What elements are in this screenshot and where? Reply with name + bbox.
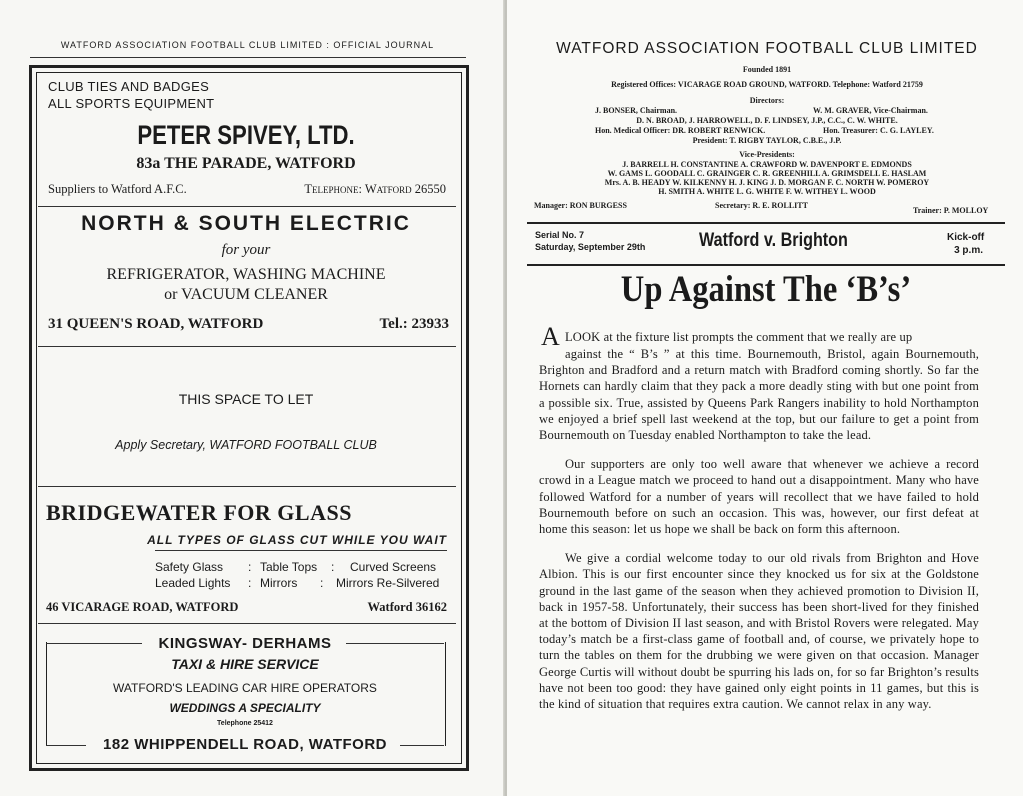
ad-divider [38, 346, 456, 347]
fixture-title: Watford v. Brighton [699, 230, 848, 251]
directors-list: D. N. BROAD, J. HARROWELL, D. F. LINDSEY, J.P., C.C., C. W. WHITE. [636, 116, 898, 125]
running-head: WATFORD ASSOCIATION FOOTBALL CLUB LIMITED : OFFICIAL JOURNAL [60, 40, 435, 50]
ad-bridgewater-r1c1: Safety Glass [155, 560, 224, 574]
ad-spivey-tagline [48, 78, 214, 112]
ad-electric-title: NORTH & SOUTH ELECTRIC [81, 212, 411, 235]
ad-bridgewater-r1c2: Table Tops [260, 560, 318, 574]
ad-kingsway-line: WATFORD'S LEADING CAR HIRE OPERATORS [113, 681, 377, 695]
fixture-rule-bottom [527, 264, 1005, 266]
ad-spivey-name: PETER SPIVEY, LTD. [137, 120, 355, 150]
ad-spivey-line2: ALL SPORTS EQUIPMENT [48, 96, 215, 111]
article-para1-lead: LOOK at the fixture list prompts the comment that we really are up [565, 330, 913, 344]
ad-bridgewater-tel: Watford 36162 [367, 600, 447, 614]
ad-bridgewater-underline [155, 550, 447, 551]
president: President: T. RIGBY TAYLOR, C.B.E., J.P. [692, 136, 842, 145]
treasurer: Hon. Treasurer: C. G. LAYLEY. [823, 126, 934, 135]
ad-electric-tel: Tel.: 23933 [379, 316, 449, 332]
article-body [539, 346, 979, 712]
director-chairman: J. BONSER, Chairman. [595, 106, 678, 115]
article-para3: We give a cordial welcome today to our old rivals from Brighton and Hove Albion. This is our first encounter since they knocked us for six at the Goldstone ground in the last game of the season when they achieved promotion to Division II, back in 1957-58. Unfortunately, their success has been short-lived for they finished at the bottom of Division II last season, and with Bristol Rovers were relegated. May today’s match be a first-class game of football and, of course, we privately hope to turn the tables on them for the drubbing we were given on that occasion. Manager George Curtis will without doubt be spurring his lads on, for so far Brighton’s results have not been too good: they have gained only eight points in 11 games, but this is the kind of situation that requires extra caution. We cannot relax in any way. [539, 551, 979, 712]
founded: Founded 1891 [742, 65, 792, 74]
ad-spivey-supplier: Suppliers to Watford A.F.C. [48, 182, 187, 196]
ad-bridgewater-sep: : [320, 576, 324, 590]
article-para1: against the “ B’s ” at this time. Bournemouth, Bristol, again Bournemouth, Brighton and Bradford and a return match with Bradford coming shortly. So far the Hornets can hardly claim that they pack a more deadly sting with but one point from a possible six. True, assisted by Queens Park Rangers inability to hold Northampton we enjoyed a brief spell last weekend at the top, but our failure to get a point from Bournemouth on Tuesday enabled Northampton to take the lead. [539, 347, 979, 443]
ad-bridgewater-sep: : [248, 576, 252, 590]
ad-bridgewater-address: 46 VICARAGE ROAD, WATFORD [46, 600, 239, 614]
medical-officer: Hon. Medical Officer: DR. ROBERT RENWICK. [595, 126, 766, 135]
vice-presidents-row: H. SMITH A. WHITE L. G. WHITE F. W. WITHEY L. WOOD [658, 187, 876, 196]
ad-kingsway-phone: Telephone 25412 [217, 720, 273, 727]
ad-bridgewater-sep: : [331, 560, 335, 574]
ad-bridgewater-r2c1: Leaded Lights [155, 576, 231, 590]
left-page [0, 0, 505, 796]
ad-bridgewater-r2c2: Mirrors [260, 576, 298, 590]
ad-electric-items2: or VACUUM CLEANER [164, 286, 328, 303]
kickoff-label: Kick-off [947, 232, 985, 243]
ad-bridgewater-r1c3: Curved Screens [350, 560, 437, 574]
vice-presidents-row: Mrs. A. B. HEADY W. KILKENNY H. J. KING J. D. MORGAN F. C. NORTH W. POMEROY [604, 178, 930, 187]
ad-divider [38, 206, 456, 207]
ad-kingsway-address: 182 WHIPPENDELL ROAD, WATFORD [103, 736, 387, 753]
manager: Manager: RON BURGESS [534, 201, 627, 210]
ad-electric-address: 31 QUEEN'S ROAD, WATFORD [48, 316, 264, 332]
ad-bridgewater-r2c3: Mirrors Re-Silvered [336, 576, 440, 590]
directors-heading: Directors: [749, 96, 785, 105]
serial-number: Serial No. 7 [535, 230, 585, 240]
vice-presidents-heading: Vice-Presidents: [739, 150, 795, 159]
ad-kingsway-special: WEDDINGS A SPECIALITY [169, 701, 321, 715]
ad-kingsway-title: KINGSWAY- DERHAMS [158, 635, 332, 652]
ad-spivey-phone: Telephone: Watford 26550 [304, 182, 446, 196]
ad-divider [38, 623, 456, 624]
kickoff-time: 3 p.m. [954, 245, 983, 256]
vice-presidents-row: J. BARRELL H. CONSTANTINE A. CRAWFORD W. DAVENPORT E. EDMONDS [622, 160, 912, 169]
ad-electric-items1: REFRIGERATOR, WASHING MACHINE [106, 266, 386, 283]
drop-cap: A [541, 322, 560, 351]
ad-bridgewater-tag: ALL TYPES OF GLASS CUT WHILE YOU WAIT [147, 533, 447, 547]
ad-let-title: THIS SPACE TO LET [178, 391, 314, 407]
ad-kingsway-sub: TAXI & HIRE SERVICE [171, 656, 319, 672]
ad-spivey-address: 83a THE PARADE, WATFORD [136, 155, 356, 172]
club-name: WATFORD ASSOCIATION FOOTBALL CLUB LIMITED [556, 40, 978, 57]
running-head-rule [30, 57, 466, 58]
secretary: Secretary: R. E. ROLLITT [715, 201, 808, 210]
ad-electric-sub: for your [221, 242, 271, 258]
right-page [507, 0, 1023, 796]
article-para2: Our supporters are only too well aware that whenever we achieve a record crowd in a League match we proceed to hand out a disappointment. Many who have followed Watford for a number of years will recollect that we have failed to hold Bournemouth before on such an occasion. This was, however, our first defeat at home this season: let us hope we shall be back on form this afternoon. [539, 457, 979, 537]
trainer: Trainer: P. MOLLOY [913, 206, 989, 215]
ad-bridgewater-sep: : [248, 560, 252, 574]
vice-presidents-row: W. GAMS L. GOODALL C. GRAINGER C. R. GREENHILL A. GRIMSDELL E. HASLAM [607, 169, 927, 178]
ad-divider [38, 486, 456, 487]
director-vice-chairman: W. M. GRAVER, Vice-Chairman. [813, 106, 928, 115]
match-date: Saturday, September 29th [535, 242, 646, 252]
fixture-rule-top [527, 222, 1005, 224]
registered-offices: Registered Offices: VICARAGE ROAD GROUND, WATFORD. Telephone: Watford 21759 [611, 80, 923, 89]
ad-spivey-line1: CLUB TIES AND BADGES [48, 79, 210, 94]
article-headline: Up Against The ‘B’s’ [620, 269, 912, 310]
ad-let-sub: Apply Secretary, WATFORD FOOTBALL CLUB [115, 438, 377, 452]
ad-bridgewater-title: BRIDGEWATER FOR GLASS [46, 500, 352, 525]
